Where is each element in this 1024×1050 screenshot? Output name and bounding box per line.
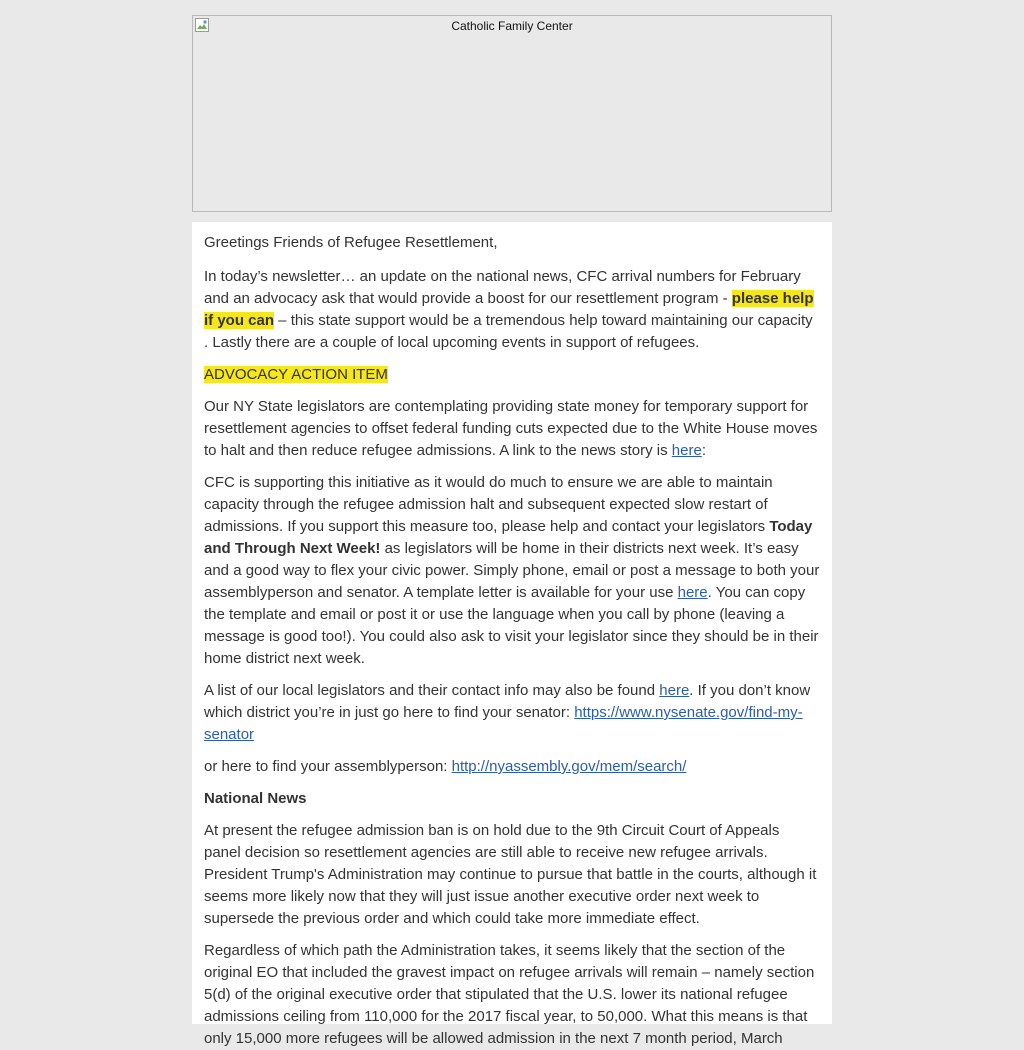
email-body bbox=[192, 222, 832, 1047]
news-story-link[interactable]: here bbox=[671, 442, 702, 459]
intro-paragraph: In today’s newsletter… an update on the national news, CFC arrival numbers for February and an advocacy ask that would provide a boost for our resettlement program - please help if you can – this state support would be a tremendous help toward maintaining our capacity . Lastly there are a couple of local upcoming events in support of refugees. bbox=[204, 268, 814, 351]
greeting: Greetings Friends of Refugee Resettlement, bbox=[204, 234, 498, 251]
national-news-paragraph-2: Regardless of which path the Administration takes, it seems likely that the section of the original EO that included the gravest impact on refugee arrivals will remain – namely section 5(d) of the original executive order that stipulated that the U.S. lower its national refugee admissions ceiling from 110,000 for the 2017 fiscal year, to 50,000. What this means is that only 15,000 more refugees will be allowed admission in the next 7 month period, March bbox=[204, 942, 815, 1047]
assembly-paragraph: or here to find your assemblyperson: http://nyassembly.gov/mem/search/ bbox=[204, 758, 687, 775]
help-highlight: please help if you can bbox=[204, 290, 814, 329]
support-paragraph: CFC is supporting this initiative as it would do much to ensure we are able to maintain capacity through the refugee admission halt and subsequent expected slow restart of admissions. If you support this measure too, please help and contact your legislators Today and Through Next Week! as legislators will be home in their districts next week. It’s easy and a good way to flex your civic power. Simply phone, email or post a message to both your assemblyperson and senator. A template letter is available for your use here. You can copy the template and email or post it or use the language when you call by phone (leaving a message is good too!). You could also ask to visit your legislator since they should be in their home district next week. bbox=[204, 474, 820, 667]
header-image-alt-text: Catholic Family Center bbox=[451, 19, 573, 33]
template-letter-link[interactable]: here bbox=[677, 584, 708, 601]
national-news-heading: National News bbox=[204, 790, 307, 807]
legislator-list-paragraph: A list of our local legislators and their contact info may also be found here. If you don’t know which district you’re in just go here to find your senator: https://www.nysenate.gov/find-my-senator bbox=[204, 682, 811, 743]
header-image bbox=[192, 15, 832, 212]
find-senator-link[interactable]: https://www.nysenate.gov/find-my-senator bbox=[204, 704, 803, 743]
find-assemblyperson-link[interactable]: http://nyassembly.gov/mem/search/ bbox=[451, 758, 687, 775]
legislator-list-link[interactable]: here bbox=[659, 682, 690, 699]
national-news-paragraph-1: At present the refugee admission ban is on hold due to the 9th Circuit Court of Appeals panel decision so resettlement agencies are still able to receive new refugee arrivals. President Trump's Administration may continue to pursue that battle in the courts, although it seems more likely now that they will just issue another executive order next week to supersede the previous order and which could take more immediate effect. bbox=[204, 822, 817, 927]
legislators-paragraph: Our NY State legislators are contemplating providing state money for temporary support for resettlement agencies to offset federal funding cuts expected due to the White House moves to halt and then reduce refugee admissions. A link to the news story is here: bbox=[204, 398, 818, 459]
advocacy-heading: ADVOCACY ACTION ITEM bbox=[204, 366, 388, 383]
